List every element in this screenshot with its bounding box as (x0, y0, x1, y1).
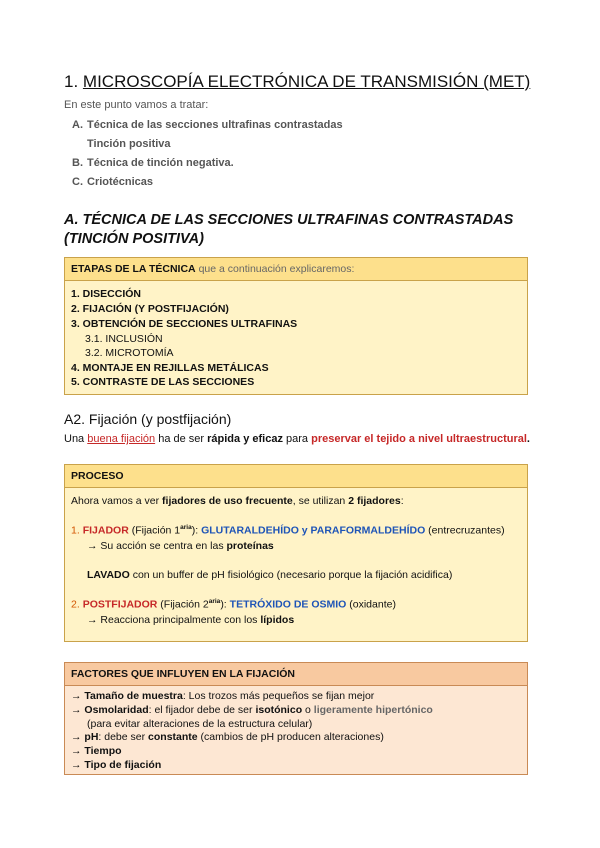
intro-text: En este punto vamos a tratar: (64, 99, 209, 111)
etapa-item: 5. CONTRASTE DE LAS SECCIONES (71, 376, 255, 388)
etapas-box (64, 257, 528, 395)
postfijador-arrow-line: → Reacciona principalmente con los lípidos (87, 614, 295, 626)
title-number: 1. (64, 72, 79, 91)
proceso-header: PROCESO (65, 465, 527, 488)
title-text: MICROSCOPÍA ELECTRÓNICA DE TRANSMISIÓN (MET) (82, 72, 531, 91)
lavado-line: LAVADO con un buffer de pH fisiológico (necesario porque la fijación acidifica) (87, 569, 453, 581)
etapa-item: 2. FIJACIÓN (Y POSTFIJACIÓN) (71, 303, 229, 315)
a2-heading: A2. Fijación (y postfijación) (64, 411, 232, 427)
factor-item: → Tiempo (71, 745, 122, 757)
postfijador-line: 2. POSTFIJADOR (Fijación $2^{aria}$): TETRÓXIDO DE OSMIO (oxidante) (71, 598, 396, 611)
proceso-intro: Ahora vamos a ver fijadores de uso frecuente, se utilizan 2 fijadores: (71, 495, 404, 507)
proceso-box (64, 464, 528, 642)
etapa-subitem: 3.1. INCLUSIÓN (85, 333, 163, 345)
factor-item: → Tipo de fijación (71, 759, 162, 771)
factores-header: FACTORES QUE INFLUYEN EN LA FIJACIÓN (65, 663, 527, 686)
factor-item: → Tamaño de muestra: Los trozos más pequeños se fijan mejor (71, 690, 375, 702)
section-a-heading: A. TÉCNICA DE LAS SECCIONES ULTRAFINAS CONTRASTADAS (TINCIÓN POSITIVA) (64, 212, 514, 247)
factor-item: → Osmolaridad: el fijador debe de ser isotónico o ligeramente hipertónico (71, 704, 433, 716)
fijador-line: 1. FIJADOR (Fijación $1^{aria}$): GLUTARALDEHÍDO y PARAFORMALDEHÍDO (entrecruzantes) (71, 524, 505, 537)
toc-item: C. Criotécnicas (72, 176, 154, 188)
etapas-header: ETAPAS DE LA TÉCNICA que a continuación explicaremos: (65, 258, 527, 281)
toc-item: A. Técnica de las secciones ultrafinas contrastadas (72, 119, 343, 131)
buena-fijacion-link[interactable]: buena fijación (87, 433, 156, 445)
a2-lead: Una buena fijación ha de ser rápida y eficaz para preservar el tejido a nivel ultraestructural. (64, 433, 530, 445)
toc-item: B. Técnica de tinción negativa. (72, 157, 234, 169)
page-title (64, 72, 530, 92)
factores-box (64, 662, 528, 775)
etapa-item: 4. MONTAJE EN REJILLAS METÁLICAS (71, 362, 269, 374)
etapa-item: 3. OBTENCIÓN DE SECCIONES ULTRAFINAS (71, 318, 298, 330)
fijador-arrow-line: → Su acción se centra en las proteínas (87, 540, 274, 552)
factor-item-cont: (para evitar alteraciones de la estructura celular) (87, 718, 313, 730)
etapa-item: 1. DISECCIÓN (71, 288, 142, 300)
toc-item: Tinción positiva (87, 138, 171, 150)
factor-item: → pH: debe ser constante (cambios de pH producen alteraciones) (71, 731, 384, 743)
etapa-subitem: 3.2. MICROTOMÍA (85, 347, 174, 359)
